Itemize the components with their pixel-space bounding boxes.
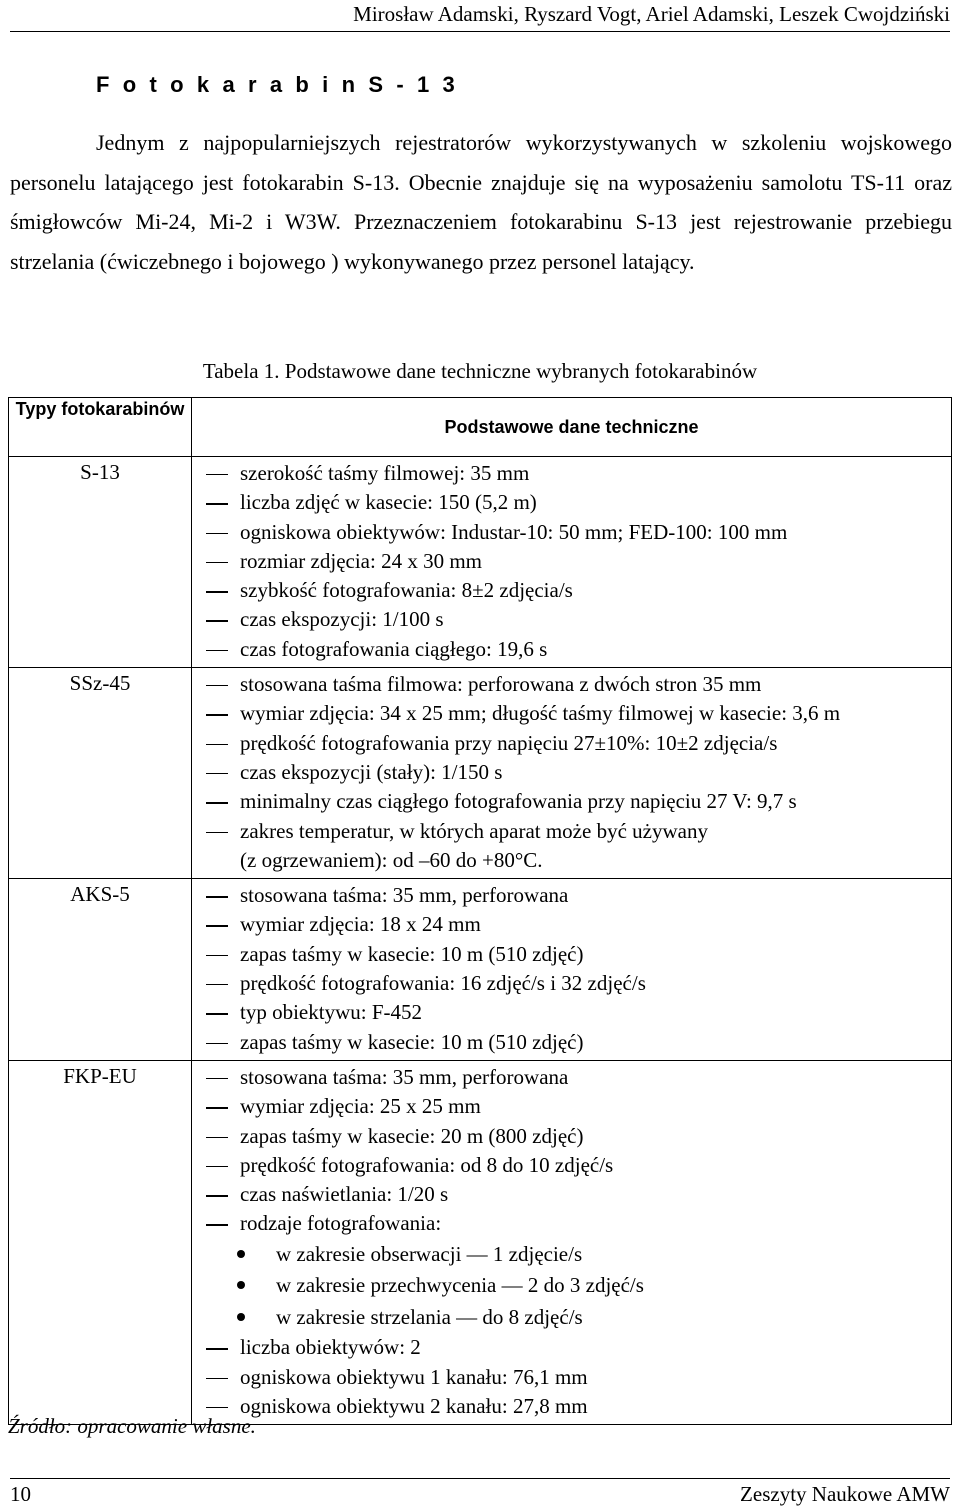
dash-marker <box>206 1013 228 1014</box>
page-number: 10 <box>10 1482 31 1506</box>
dash-marker <box>206 744 228 745</box>
spec-text: ogniskowa obiektywów: Industar-10: 50 mm; FED-100: 100 mm <box>240 519 788 544</box>
dash-marker <box>206 896 228 897</box>
camera-type-cell <box>9 668 192 879</box>
spec-item <box>192 1180 951 1209</box>
spec-text: szerokość taśmy filmowej: 35 mm <box>240 461 530 485</box>
spec-item <box>192 787 951 816</box>
spec-text: czas ekspozycji (stały): 1/150 s <box>240 759 503 784</box>
spec-text: liczba zdjęć w kasecie: 150 (5,2 m) <box>240 490 537 515</box>
spec-item <box>192 910 951 939</box>
dash-marker <box>206 1166 228 1167</box>
body-paragraph <box>10 123 952 281</box>
spec-item <box>192 1209 951 1238</box>
spec-item <box>192 459 951 488</box>
table-header-row <box>9 398 952 457</box>
spec-item <box>192 605 951 634</box>
bullet-text: w zakresie obserwacji — 1 zdjęcie/s <box>276 1241 583 1266</box>
dash-marker <box>206 503 228 504</box>
spec-text: typ obiektywu: F-452 <box>240 1000 422 1025</box>
spec-item <box>192 699 951 728</box>
dash-marker <box>206 1043 228 1044</box>
dash-marker <box>206 685 228 686</box>
camera-type-label: SSz-45 <box>69 671 131 696</box>
spec-text: czas naświetlania: 1/20 s <box>240 1182 449 1207</box>
camera-type-label: AKS-5 <box>70 882 130 907</box>
spec-item <box>192 758 951 787</box>
header-specs-label: Podstawowe dane techniczne <box>444 417 699 437</box>
dash-marker <box>206 533 228 534</box>
dash-marker <box>206 925 228 926</box>
dash-marker <box>206 955 228 956</box>
table-row <box>9 668 952 879</box>
paragraph-text: Jednym z najpopularniejszych rejestratorów wykorzystywanych w szkoleniu wojskowego personelu latającego jest fotokarabin S-13. Obecnie znajduje się na wyposażeniu samolotu TS-11 oraz śmigłowców Mi-24, Mi-2 i W3W. Przeznaczeniem fotokarabinu S-13 jest rejestrowanie przebiegu strzelania (ćwiczebnego i bojowego ) wykonywanego przez personel latający. <box>10 130 952 274</box>
spec-item <box>192 1363 951 1392</box>
spec-item <box>192 635 951 664</box>
dash-marker <box>206 474 228 475</box>
spec-item <box>192 998 951 1027</box>
bullet-dot-icon <box>237 1313 245 1321</box>
spec-item <box>192 969 951 998</box>
spec-item <box>192 1122 951 1151</box>
section-title: F o t o k a r a b i n S - 1 3 <box>96 72 459 97</box>
dash-marker <box>206 1348 228 1349</box>
spec-item <box>192 1392 951 1421</box>
spec-text: wymiar zdjęcia: 25 x 25 mm <box>240 1094 481 1119</box>
dash-marker <box>206 802 228 803</box>
spec-text: prędkość fotografowania przy napięciu 27±10%: 10±2 zdjęcia/s <box>240 730 778 755</box>
spec-text: stosowana taśma: 35 mm, perforowana <box>240 1064 569 1089</box>
spec-text: stosowana taśma filmowa: perforowana z dwóch stron 35 mm <box>240 672 762 697</box>
dash-marker <box>206 832 228 833</box>
specs-cell <box>192 1060 952 1424</box>
dash-marker <box>206 650 228 651</box>
bullet-dot-icon <box>237 1250 245 1258</box>
spec-item <box>192 846 951 875</box>
spec-text: wymiar zdjęcia: 18 x 24 mm <box>240 912 481 937</box>
spec-bullet-item <box>192 1302 951 1334</box>
dash-marker <box>206 773 228 774</box>
dash-marker <box>206 714 228 715</box>
specs-cell <box>192 457 952 668</box>
camera-type-cell <box>9 457 192 668</box>
running-header <box>10 2 950 32</box>
spec-item <box>192 547 951 576</box>
spec-item <box>192 1333 951 1362</box>
spec-item <box>192 670 951 699</box>
spec-text: prędkość fotografowania: 16 zdjęć/s i 32 zdjęć/s <box>240 971 646 996</box>
spec-item <box>192 576 951 605</box>
specs-cell <box>192 879 952 1061</box>
spec-text: liczba obiektywów: 2 <box>240 1335 421 1360</box>
spec-text: ogniskowa obiektywu 1 kanału: 76,1 mm <box>240 1364 588 1389</box>
specs-cell <box>192 668 952 879</box>
dash-marker <box>206 591 228 592</box>
specs-table <box>8 397 952 1425</box>
camera-type-label: FKP-EU <box>63 1063 137 1088</box>
bullet-text: w zakresie strzelania — do 8 zdjęć/s <box>276 1304 583 1329</box>
spec-item <box>192 488 951 517</box>
spec-text: zapas taśmy w kasecie: 10 m (510 zdjęć) <box>240 1029 584 1054</box>
dash-marker <box>206 1107 228 1108</box>
spec-text: (z ogrzewaniem): od –60 do +80°C. <box>240 847 543 872</box>
spec-item <box>192 729 951 758</box>
page-footer <box>10 1478 950 1506</box>
camera-type-cell <box>9 879 192 1061</box>
spec-text: wymiar zdjęcia: 34 x 25 mm; długość taśmy filmowej w kasecie: 3,6 m <box>240 701 841 726</box>
header-type-label: Typy fotokarabinów <box>15 399 185 419</box>
spec-text: zapas taśmy w kasecie: 10 m (510 zdjęć) <box>240 941 584 966</box>
table-row <box>9 1060 952 1424</box>
source-note: Źródło: opracowanie własne. <box>8 1414 256 1438</box>
header-specs-cell <box>192 398 952 457</box>
header-type-cell <box>9 398 192 457</box>
header-authors: Mirosław Adamski, Ryszard Vogt, Ariel Adamski, Leszek Cwojdziński <box>353 2 950 26</box>
spec-text: prędkość fotografowania: od 8 do 10 zdjęć/s <box>240 1152 614 1177</box>
spec-bullet-item <box>192 1270 951 1302</box>
camera-type-cell <box>9 1060 192 1424</box>
spec-item <box>192 1092 951 1121</box>
spec-item <box>192 518 951 547</box>
spec-item <box>192 881 951 910</box>
spec-text: czas fotografowania ciągłego: 19,6 s <box>240 636 548 661</box>
dash-marker <box>206 620 228 621</box>
spec-item <box>192 1028 951 1057</box>
dash-marker <box>206 1378 228 1379</box>
dash-marker <box>206 1195 228 1196</box>
dash-marker <box>206 562 228 563</box>
spec-text: czas ekspozycji: 1/100 s <box>240 607 444 632</box>
spec-item <box>192 817 951 846</box>
dash-marker <box>206 1078 228 1079</box>
table-row <box>9 879 952 1061</box>
table-row <box>9 457 952 668</box>
spec-item <box>192 1151 951 1180</box>
table-caption: Tabela 1. Podstawowe dane techniczne wybranych fotokarabinów <box>202 359 758 383</box>
spec-text: ogniskowa obiektywu 2 kanału: 27,8 mm <box>240 1393 588 1418</box>
spec-text: rodzaje fotografowania: <box>240 1211 442 1236</box>
table-body <box>9 457 952 1425</box>
journal-name: Zeszyty Naukowe AMW <box>740 1482 950 1506</box>
dash-marker <box>206 1407 228 1408</box>
spec-item <box>192 1063 951 1092</box>
dash-marker <box>206 984 228 985</box>
dash-marker <box>206 1137 228 1138</box>
spec-text: zapas taśmy w kasecie: 20 m (800 zdjęć) <box>240 1123 584 1148</box>
spec-text: szybkość fotografowania: 8±2 zdjęcia/s <box>240 578 573 603</box>
spec-text: rozmiar zdjęcia: 24 x 30 mm <box>240 548 483 573</box>
spec-text: minimalny czas ciągłego fotografowania przy napięciu 27 V: 9,7 s <box>240 789 797 814</box>
spec-text: stosowana taśma: 35 mm, perforowana <box>240 883 569 908</box>
bullet-text: w zakresie przechwycenia — 2 do 3 zdjęć/s <box>276 1273 644 1298</box>
bullet-dot-icon <box>237 1281 245 1289</box>
spec-text: zakres temperatur, w których aparat może być używany <box>240 818 708 843</box>
dash-marker <box>206 1224 228 1225</box>
camera-type-label: S-13 <box>80 460 120 484</box>
spec-item <box>192 940 951 969</box>
spec-bullet-item <box>192 1239 951 1271</box>
